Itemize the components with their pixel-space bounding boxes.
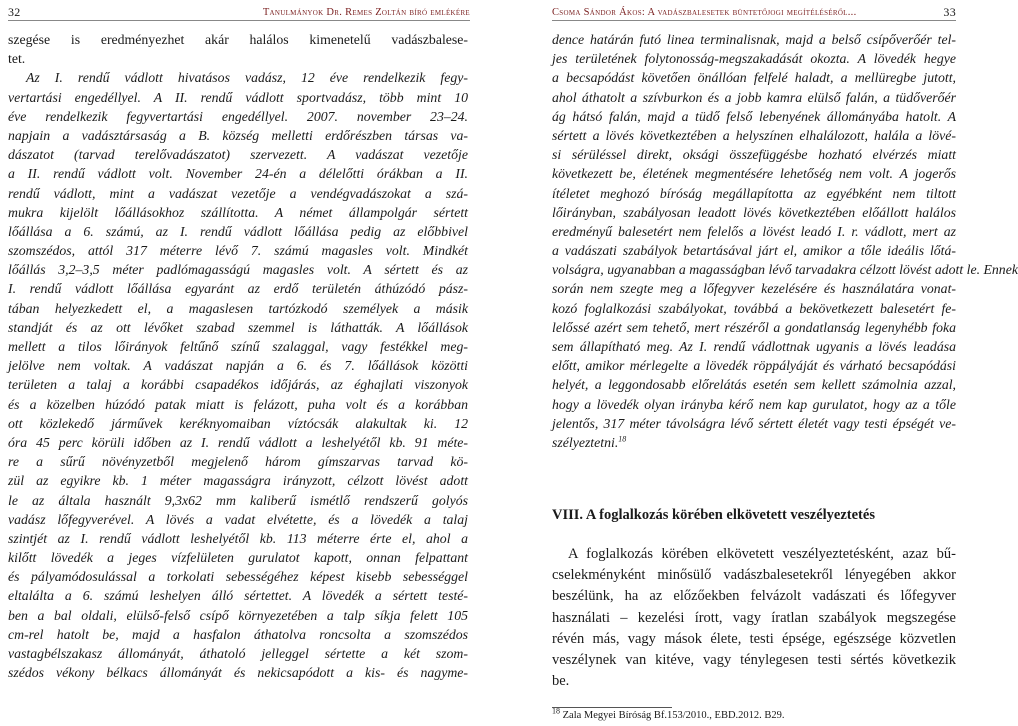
left-text-line: területen a talaj a korábbi csapadékos időjárás, az éghajlati viszonyok <box>8 377 468 393</box>
left-text-line: és a közelben húzódó patak miatt is felázott, puha volt és a korábban <box>8 396 468 412</box>
left-text-line: szintjét az I. rendű vádlott leshelyétől kb. 113 méterre érte el, ahol a <box>8 530 468 546</box>
right-text-line: a becsapódást követően önállóan felfelé haladt, a mellüregbe jutott, <box>552 70 956 86</box>
left-text-line: I. rendű vádlott lőállása egyaránt az erdő területén áthúzódó pász- <box>8 281 468 297</box>
left-text-line: a II. rendű vádlott volt. November 24-én a délelőtti órákban a II. <box>8 166 468 182</box>
right-text-line: dence határán futó linea terminalisnak, majd a belső csípőverőér tel- <box>552 32 956 47</box>
left-text-line: le az általa használt 9,3x62 mm kaliberű ismétlő rendszerű golyós <box>8 492 468 508</box>
right-running-title: Csoma Sándor Ákos: A vadászbalesetek büntetőjogi megítéléséről... <box>552 6 857 18</box>
left-text-line: mukra kijelölt lőállásokhoz szállította. A német állampolgár sértett <box>8 204 468 220</box>
right-text-line: si sérüléssel direkt, oksági összefüggésbe hozható elvérzés miatt <box>552 147 956 163</box>
left-text-line: óra 45 perc körüli időben az I. rendű vádlott a leshelyétől kb. 91 méte- <box>8 434 468 450</box>
left-text-line: kilőtt lövedék a jeges vízfelületen gurulatot kapott, onnan felpattant <box>8 550 468 566</box>
right-text-line: jelentős, 317 méter távolságra lévő sértett életét vagy testi épségét ve- <box>552 415 956 431</box>
footnote-text: Zala Megyei Bíróság Bf.153/2010., EBD.2012. B29. <box>562 710 785 721</box>
right-text-line: a vadászati szabályok betartásával járt el, amikor a tőle ideális lőtá- <box>552 243 956 259</box>
left-text-line: eltalálta a 6. számú leshelyen álló sértettet. A lövedék a sértett testé- <box>8 588 468 604</box>
right-text-line: hogy a lövedék olyan irányba kérő nem kap gurulatot, hogy az a tőle <box>552 396 956 412</box>
left-text-line: és pályamódosulással a torkolati sebességéhez képest kisebb sebességgel <box>8 569 468 585</box>
left-text-line: ott közlekedő járművek keréknyomaiban víztócsák alakultak ki. 12 <box>8 415 468 431</box>
left-text-line: cm-rel hatolt be, majd a hasfalon áthatolva roncsolta a szomszédos <box>8 626 468 642</box>
left-text-line: lőállás 3,2–3,5 méter padlómagasságú magasles volt. A sértett és az <box>8 262 468 278</box>
left-text-line: éve rendelkezik fegyvertartási engedéllyel. 2007. november 23–24. <box>8 108 468 124</box>
right-text-line: jes területének folytonosság-megszakadását okozta. A lövedék hegye <box>552 51 956 67</box>
left-text-line: mellett a tilos lőirányok feltűnő színű szalaggal, vagy festékkel meg- <box>8 339 468 354</box>
left-text-line: vastagbélszakasz állományát, áthatoló jelleggel sértette a két szom- <box>8 646 468 661</box>
right-text-line: ítéletet meghozó bíróság megállapította az egyébként nem tiltott <box>552 185 956 201</box>
left-text-line: jelölve nem voltak. A vadászat napján a 6. és 7. lőállások közötti <box>8 358 468 374</box>
left-text-line: zül az egyikre kb. 1 méter magasságra irányzott, célzott lövést adott <box>8 473 468 489</box>
footnote-reference: 18 <box>618 434 627 444</box>
footnote-rule <box>552 707 672 708</box>
section-body <box>552 544 956 692</box>
left-text-line: vadász lőfegyverével. A lövés a vadat elvétette, és a lövedék a talaj <box>8 511 468 527</box>
section-body-line: be. <box>552 673 570 690</box>
right-text-line: volságra, ugyanabban a magasságban lévő tarvadakra célzott lövést adott le. Ennek <box>552 262 1018 278</box>
left-text-line: ben a bal oldali, elülső-felső csípő környezetében a talp síkja felett 105 <box>8 607 468 623</box>
right-text-line: előtt, amikor mérlegelte a lövedék röppályáját és várható becsapódási <box>552 358 956 374</box>
right-text-line-last <box>552 433 956 452</box>
left-running-title: Tanulmányok Dr. Remes Zoltán bíró emlékére <box>262 6 470 18</box>
left-text-line: napjain a vadásztársaság a B. község melletti erdőrészben társas va- <box>8 127 468 143</box>
left-text-line: vertartási engedéllyel. A II. rendű vádlott sportvadász, több mint 10 <box>8 89 468 105</box>
right-page-header <box>552 2 956 22</box>
left-page-header <box>8 2 470 22</box>
section-body-line: beszélünk, ha az előzőekben felvázolt vadászati és lőfegyver <box>552 588 956 605</box>
section-body-line: használati – kezelési írott, vagy íratlan szabályok megszegése <box>552 609 956 626</box>
left-text-line: re a sűrű növényzetből megjelenő három gímszarvas tarvad kö- <box>8 454 468 470</box>
right-text-line: sértett a lövés következtében a helyszínen elhalálozott, halála a lövé- <box>552 127 956 143</box>
left-text-line: szomszédos, attól 317 méterre lévő 7. számú magasles volt. Mindkét <box>8 243 468 259</box>
right-text-line: következett be, életének megmentésére lehetőség nem volt. A jogerős <box>552 166 956 182</box>
right-text-line: sem állapítható meg. Az I. rendű vádlottnak ugyanis a lövés leadása <box>552 339 956 354</box>
footnote <box>552 706 785 721</box>
right-text-line: szélyeztetni. <box>552 434 619 450</box>
right-column-case-text <box>552 30 1018 452</box>
right-text-line: ahol áthatolt a szívburkon és a jobb kamra elülső falán, a tüdőverőér <box>552 89 956 105</box>
left-text-line: Az I. rendű vádlott hivatásos vadász, 12 éve rendelkezik fegy- <box>26 70 468 86</box>
right-text-line: ág hátsó falán, majd a tüdő felső lebenyének állományába hatolt. A <box>552 108 956 124</box>
right-text-line: eredményű balesetért nem felelős a lövést leadó I. r. vádlott, mert az <box>552 223 956 239</box>
right-text-line: helyét, a leggondosabb előrelátás esetén sem kellett számolnia azzal, <box>552 377 956 393</box>
right-text-line: kozó foglalkozási szabályokat, továbbá a bekövetkezett balesetért fe- <box>552 300 956 316</box>
left-column-text <box>8 30 468 682</box>
left-text-line: standját és az ott lévőket szabad szemmel is láthatták. A lőállások <box>8 319 468 335</box>
right-page-number: 33 <box>943 4 956 19</box>
left-text-line: dászatot (tarvad terelővadászatot) szervezett. A vadászat vezetője <box>8 147 468 163</box>
left-text-line: szegése is eredményezhet akár halálos kimenetelű vadászbalese- <box>8 32 468 47</box>
section-body-line: cselekményként minősülő vadászbalesetekről lényegében akkor <box>552 567 956 584</box>
left-header-rule <box>8 20 470 21</box>
right-text-line: során nem szegte meg a lőfegyver kezelésére és használatára vonat- <box>552 281 956 297</box>
left-text-line: tában helyezkedett el, a magaslesen tartózkodó személyek a másik <box>8 300 468 316</box>
left-text-line: tet. <box>8 51 26 67</box>
section-body-line: A foglalkozás körében elkövetett veszélyeztetésként, azaz bű- <box>568 546 956 562</box>
right-text-line: lőirányban, szabályosan leadott lövés következtében előállott halálos <box>552 204 956 220</box>
left-text-line: szédos vékony bélkacs állományát és nekicsapódott a kis- és nagyme- <box>8 665 468 681</box>
right-header-rule <box>552 20 956 21</box>
section-body-line: révén más, vagy mások élete, testi épsége, egészsége közvetlen <box>552 630 956 647</box>
section-body-line: veszélynek van kitéve, vagy ténylegesen testi sértés következik <box>552 651 956 668</box>
left-text-line: rendű vádlott, mint a vadászat vezetője a vendégvadászokat a szá- <box>8 185 468 201</box>
footnote-number: 18 <box>552 706 560 716</box>
section-heading: VIII. A foglalkozás körében elkövetett veszélyeztetés <box>552 507 875 523</box>
right-text-line: lelőssé azért sem tehető, mert részéről a gondatlanság legenyhébb foka <box>552 319 956 335</box>
left-text-line: lőállása a 6. számú, az I. rendű vádlott lőállása pedig az előbbivel <box>8 223 468 239</box>
left-page-number: 32 <box>8 4 21 19</box>
